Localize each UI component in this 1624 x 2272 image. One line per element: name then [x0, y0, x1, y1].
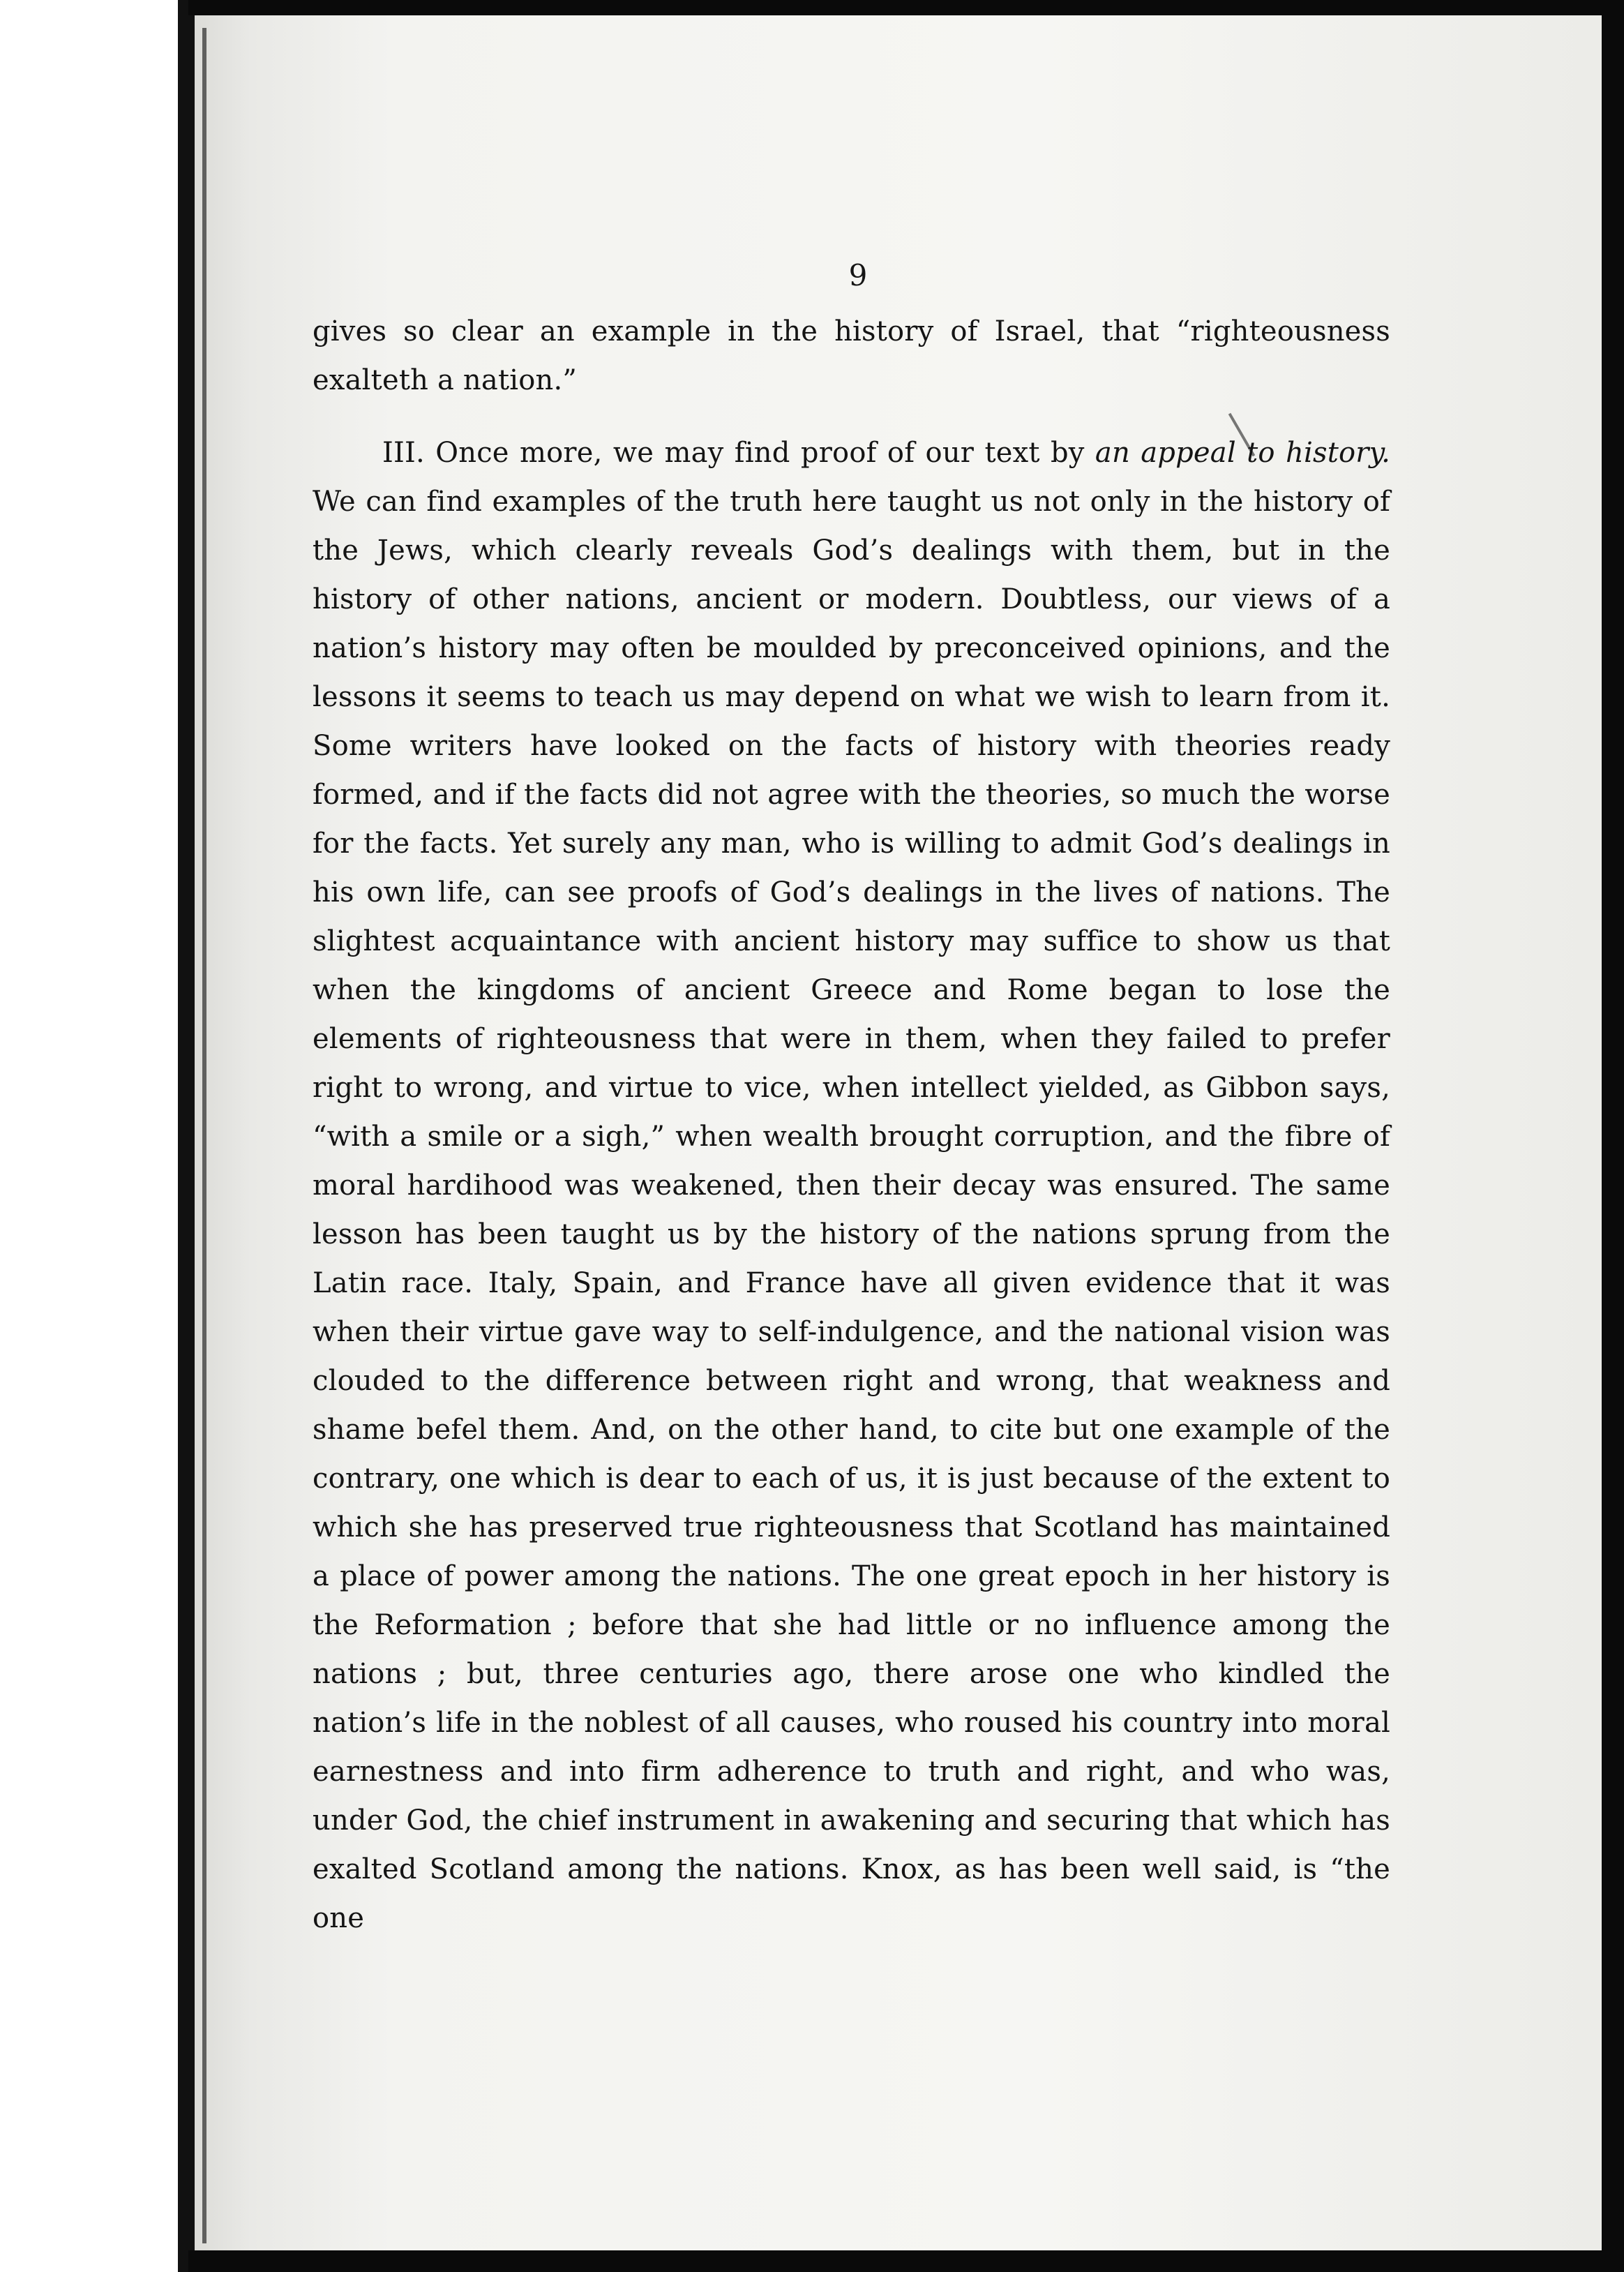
scan-border-bottom — [188, 2250, 1624, 2272]
page-body-text — [313, 307, 1390, 1943]
scan-border-top — [188, 0, 1624, 15]
page-gutter-edge — [178, 0, 195, 2272]
page-number: 9 — [848, 258, 868, 292]
left-page-margin — [0, 0, 188, 2272]
paragraph-opening: III. Once more, we may find proof of our text by — [382, 437, 1095, 469]
paragraph-section-iii — [313, 428, 1390, 1943]
italic-phrase: an appeal to history. — [1095, 437, 1390, 469]
scan-border-right — [1602, 0, 1624, 2272]
paragraph-body: We can find examples of the truth here taught us not only in the history of the Jews, which clearly reveals God’s dealings with them, but in the history of other nations, ancient or modern. Doubtless, our views of a nation’s history may often be moulded by preconceived opinions, and the lessons it seems to teach us may depend on what we wish to learn from it. Some writers have looked on the facts of history with theories ready formed, and if the facts did not agree with the theories, so much the worse for the facts. Yet surely any man, who is willing to admit God’s dealings in his own life, can see proofs of God’s dealings in the lives of nations. The slightest acquaintance with ancient history may suffice to show us that when the kingdoms of ancient Greece and Rome began to lose the elements of righteousness that were in them, when they failed to prefer right to wrong, and virtue to vice, when intellect yielded, as Gibbon says, “with a smile or a sigh,” when wealth brought corruption, and the fibre of moral hardihood was weakened, then their decay was ensured. The same lesson has been taught us by the history of the nations sprung from the Latin race. Italy, Spain, and France have all given evidence that it was when their virtue gave way to self-indulgence, and the national vision was clouded to the difference between right and wrong, that weakness and shame befel them. And, on the other hand, to cite but one example of the contrary, one which is dear to each of us, it is just because of the extent to which she has preserved true righteousness that Scotland has maintained a place of power among the nations. The one great epoch in her history is the Reformation ; before that she had little or no influence among the nations ; but, three centuries ago, there arose one who kindled the nation’s life in the noblest of all causes, who roused his country into moral earnestness and into firm adherence to truth and right, and who was, under God, the chief instrument in awakening and securing that which has exalted Scotland among the nations. Knox, as has been well said, is “the one — [313, 486, 1390, 1934]
paragraph-continuation: gives so clear an example in the history of Israel, that “righteousness exalteth a nation.” — [313, 315, 1390, 396]
page-binding-shadow — [202, 28, 206, 2243]
